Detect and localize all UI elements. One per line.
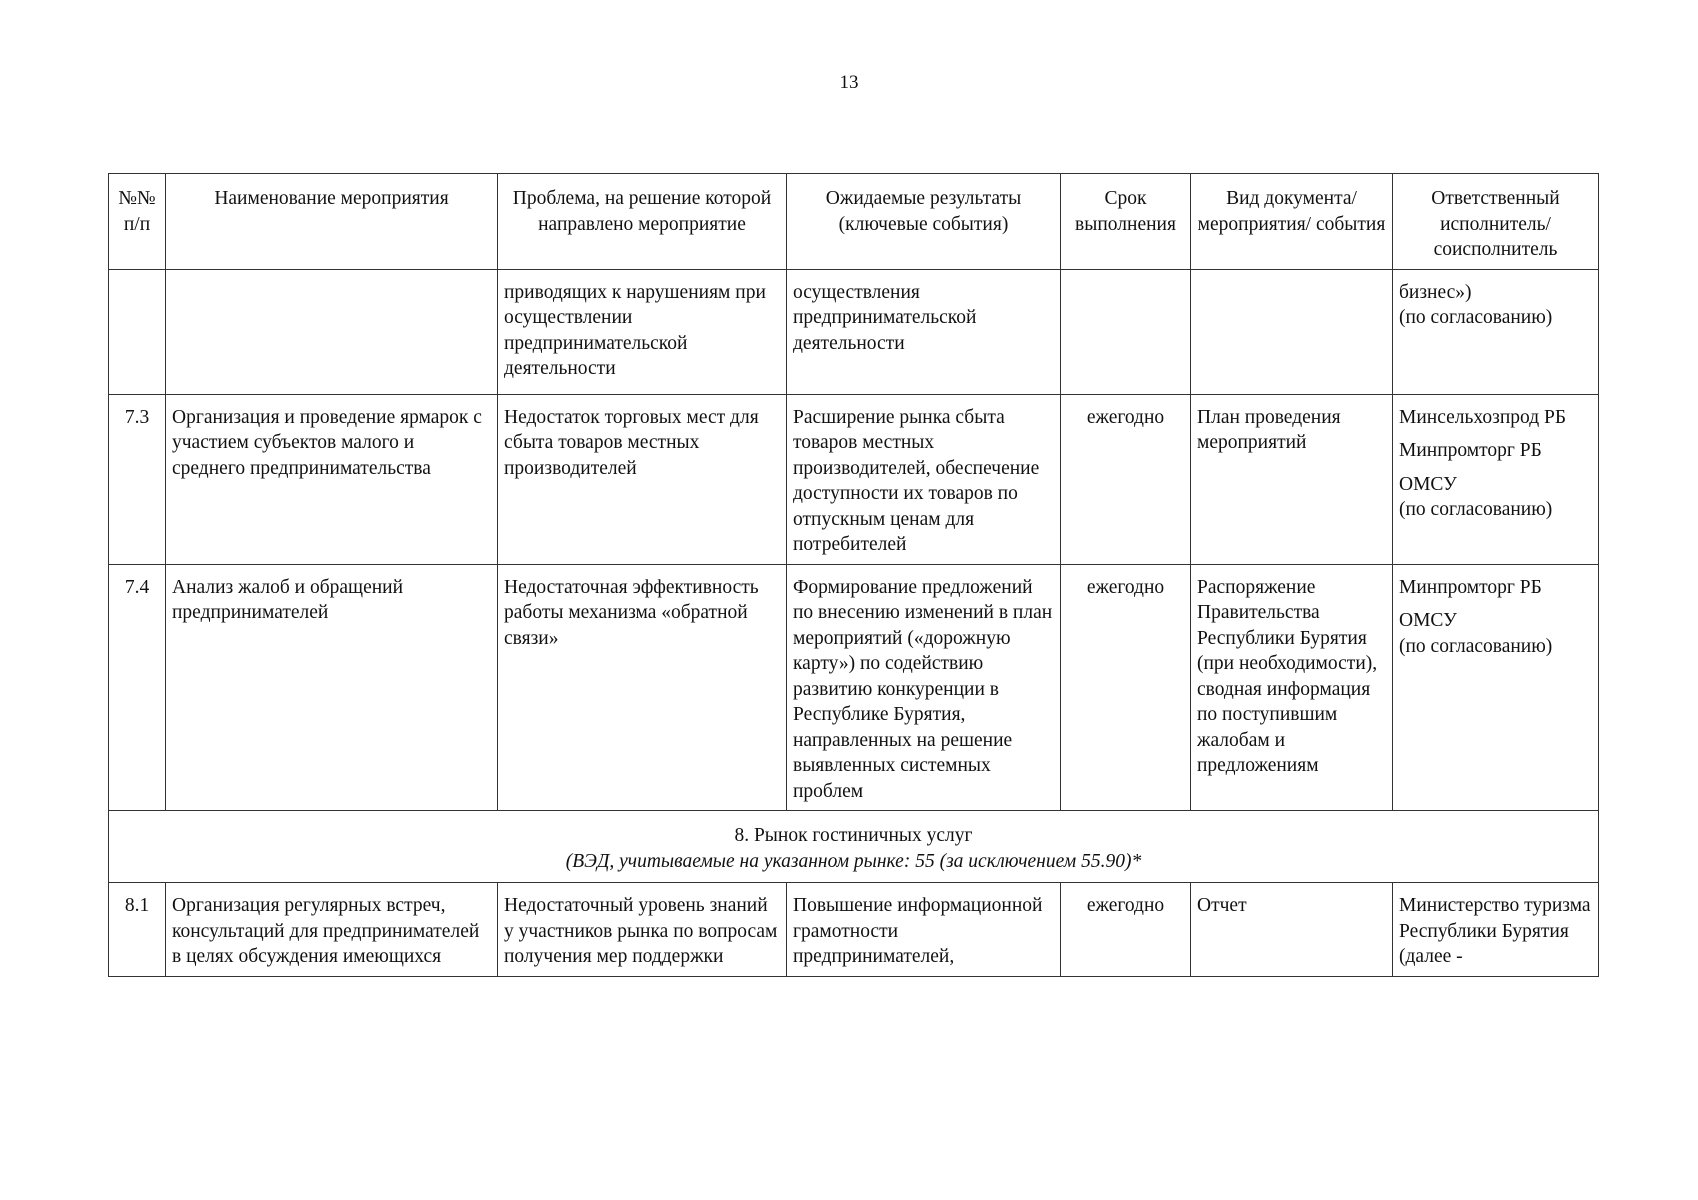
table-row bbox=[109, 564, 1599, 811]
executor-line: ОМСУ bbox=[1399, 473, 1457, 495]
cell-results: Повышение информационной грамотности предпринимателей, bbox=[787, 883, 1061, 977]
executor-line: ОМСУ bbox=[1399, 610, 1457, 631]
cell-problem: Недостаток торговых мест для сбыта товаров местных производителей bbox=[498, 394, 787, 564]
header-doc: Вид документа/ мероприятия/ события bbox=[1191, 174, 1393, 270]
cell-name bbox=[166, 269, 498, 394]
executor-line: (по согласованию) bbox=[1399, 635, 1553, 657]
table-row bbox=[109, 269, 1599, 394]
cell-num: 7.4 bbox=[109, 564, 166, 811]
cell-results: Формирование предложений по внесению изменений в план мероприятий («дорожную карту») по содействию развитию конкуренции в Республике Бурятия, направленных на решение выявленных системных проблем bbox=[787, 564, 1061, 811]
header-results: Ожидаемые результаты (ключевые события) bbox=[787, 174, 1061, 270]
cell-executor bbox=[1393, 394, 1599, 564]
header-num: №№ п/п bbox=[109, 174, 166, 270]
cell-name: Организация и проведение ярмарок с участием субъектов малого и среднего предпринимательства bbox=[166, 394, 498, 564]
cell-term bbox=[1061, 269, 1191, 394]
cell-num: 7.3 bbox=[109, 394, 166, 564]
cell-doc: Распоряжение Правительства Республики Бурятия (при необходимости), сводная информация по поступившим жалобам и предложениям bbox=[1191, 564, 1393, 811]
cell-executor bbox=[1393, 883, 1599, 977]
action-plan-table bbox=[108, 173, 1599, 977]
cell-problem: приводящих к нарушениям при осуществлении предпринимательской деятельности bbox=[498, 269, 787, 394]
cell-term: ежегодно bbox=[1061, 564, 1191, 811]
section-row bbox=[109, 811, 1599, 883]
executor-line: Минсельхозпрод РБ bbox=[1399, 406, 1567, 428]
cell-doc: Отчет bbox=[1191, 883, 1393, 977]
header-term: Срок выполнения bbox=[1061, 174, 1191, 270]
cell-doc: План проведения мероприятий bbox=[1191, 394, 1393, 564]
cell-name: Организация регулярных встреч, консультаций для предпринимателей в целях обсуждения имеющихся bbox=[166, 883, 498, 977]
cell-problem: Недостаточный уровень знаний у участников рынка по вопросам получения мер поддержки bbox=[498, 883, 787, 977]
executor-line: Министерство туризма Республики Бурятия (далее - bbox=[1399, 895, 1591, 967]
section-cell bbox=[109, 811, 1599, 883]
executor-line: Минпромторг РБ bbox=[1399, 576, 1542, 598]
section-subtitle: (ВЭД, учитываемые на указанном рынке: 55 (за исключением 55.90)* bbox=[565, 850, 1142, 872]
cell-doc bbox=[1191, 269, 1393, 394]
cell-problem: Недостаточная эффективность работы механизма «обратной связи» bbox=[498, 564, 787, 811]
header-problem: Проблема, на решение которой направлено мероприятие bbox=[498, 174, 787, 270]
cell-term: ежегодно bbox=[1061, 394, 1191, 564]
page-number: 13 bbox=[839, 72, 859, 93]
cell-executor bbox=[1393, 269, 1599, 394]
cell-term: ежегодно bbox=[1061, 883, 1191, 977]
cell-num: 8.1 bbox=[109, 883, 166, 977]
cell-name: Анализ жалоб и обращений предпринимателей bbox=[166, 564, 498, 811]
table-row bbox=[109, 394, 1599, 564]
section-title: 8. Рынок гостиничных услуг bbox=[734, 825, 973, 846]
executor-line: (по согласованию) bbox=[1399, 307, 1553, 328]
cell-executor bbox=[1393, 564, 1599, 811]
table-row bbox=[109, 883, 1599, 977]
executor-line: Минпромторг РБ bbox=[1399, 440, 1542, 461]
cell-num bbox=[109, 269, 166, 394]
table-header-row bbox=[109, 174, 1599, 270]
header-name: Наименование мероприятия bbox=[166, 174, 498, 270]
cell-results: осуществления предпринимательской деятельности bbox=[787, 269, 1061, 394]
executor-line: (по согласованию) bbox=[1399, 499, 1553, 520]
executor-line: бизнес») bbox=[1399, 281, 1472, 303]
header-executor: Ответственный исполнитель/ соисполнитель bbox=[1393, 174, 1599, 270]
cell-results: Расширение рынка сбыта товаров местных производителей, обеспечение доступности их товаров по отпускным ценам для потребителей bbox=[787, 394, 1061, 564]
